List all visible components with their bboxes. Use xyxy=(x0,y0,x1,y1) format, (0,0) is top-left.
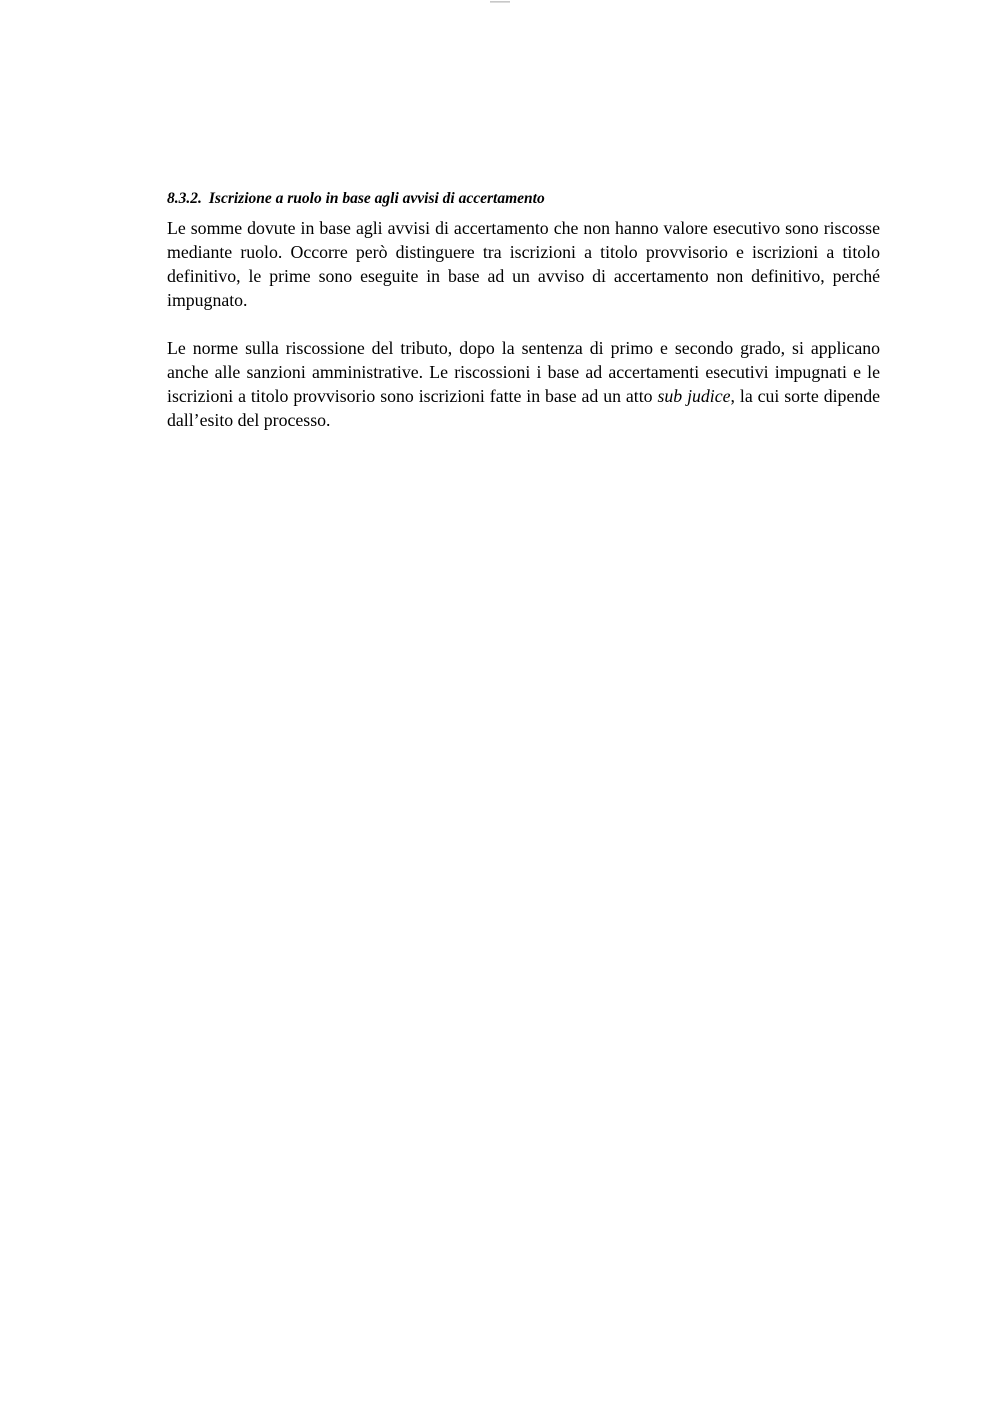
paragraph-2-italic-term: sub judice xyxy=(657,386,731,406)
page-header-mark xyxy=(490,1,510,3)
section-number: 8.3.2. xyxy=(167,190,202,207)
paragraph-1: Le somme dovute in base agli avvisi di accertamento che non hanno valore esecutivo sono riscosse mediante ruolo. Occorre però distinguere tra iscrizioni a titolo provvisorio e iscrizioni a titolo definitivo, le prime sono eseguite in base ad un avviso di accertamento non definitivo, perché impugnato. xyxy=(167,218,880,310)
paragraph-2-text-before: Le norme sulla riscossione del tributo, dopo la sentenza di primo e secondo grado, si applicano anche alle sanzioni amministrative. Le riscossioni i base ad accertamenti esecutivi impugnati e le iscrizioni a titolo provvisorio sono iscrizioni fatte in base ad un atto xyxy=(167,338,880,406)
paragraph-2-text-after: , la cui sorte dipende dall’esito del processo. xyxy=(167,386,881,430)
section-title: Iscrizione a ruolo in base agli avvisi di accertamento xyxy=(208,190,545,207)
document-body xyxy=(167,186,880,432)
section-heading xyxy=(167,186,880,212)
paragraph-2 xyxy=(167,336,880,432)
